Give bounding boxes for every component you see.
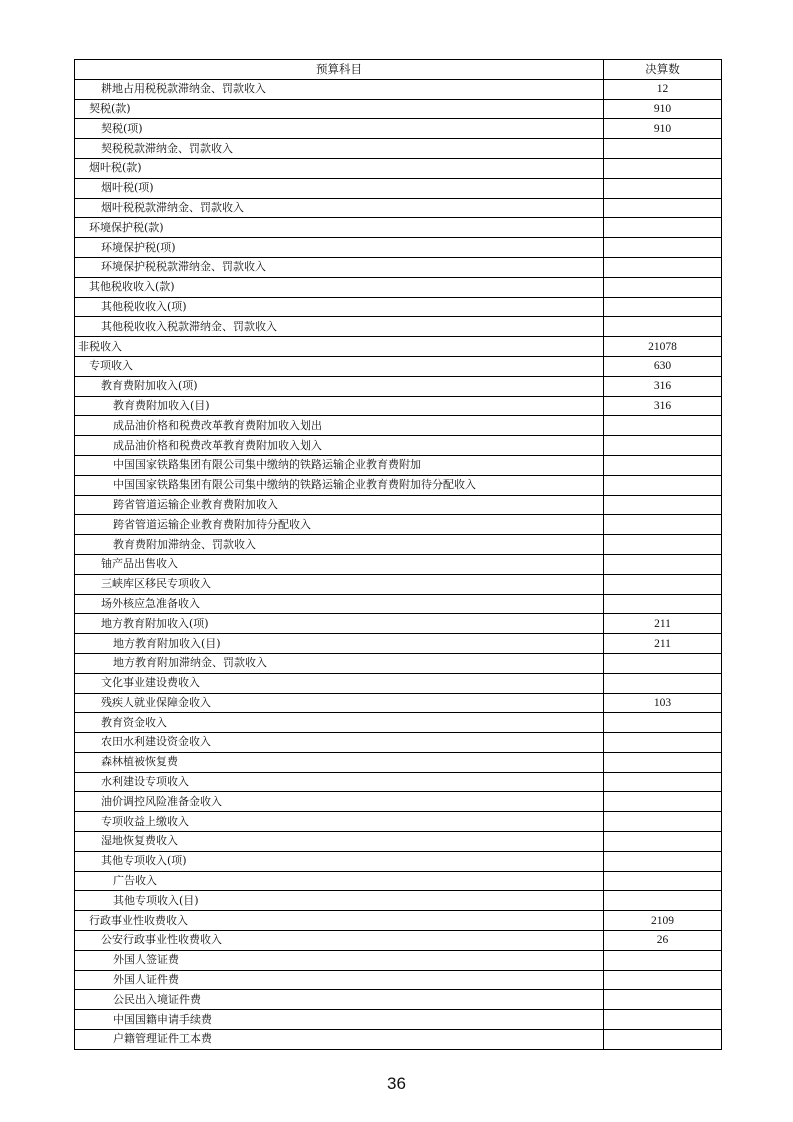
budget-item-name: 湿地恢复费收入 (75, 832, 604, 852)
table-row (75, 119, 722, 139)
budget-item-name: 跨省管道运输企业教育费附加收入 (75, 495, 604, 515)
table-row (75, 614, 722, 634)
table-body (75, 79, 722, 1049)
final-amount-value (604, 871, 722, 891)
table-row (75, 1010, 722, 1030)
budget-table (74, 59, 722, 1050)
table-row (75, 436, 722, 456)
final-amount-value (604, 455, 722, 475)
final-amount-value (604, 1010, 722, 1030)
budget-item-name: 其他专项收入(目) (75, 891, 604, 911)
budget-item-name: 中国国家铁路集团有限公司集中缴纳的铁路运输企业教育费附加 (75, 455, 604, 475)
budget-item-name: 其他税收收入税款滞纳金、罚款收入 (75, 317, 604, 337)
budget-item-name: 水利建设专项收入 (75, 772, 604, 792)
table-row (75, 574, 722, 594)
budget-item-name: 耕地占用税税款滞纳金、罚款收入 (75, 79, 604, 99)
budget-item-name: 跨省管道运输企业教育费附加待分配收入 (75, 515, 604, 535)
budget-item-name: 其他税收收入(款) (75, 277, 604, 297)
final-amount-value (604, 277, 722, 297)
budget-item-name: 公安行政事业性收费收入 (75, 931, 604, 951)
final-amount-value (604, 792, 722, 812)
budget-item-name: 成品油价格和税费改革教育费附加收入划入 (75, 436, 604, 456)
budget-item-name: 铀产品出售收入 (75, 554, 604, 574)
table-row (75, 931, 722, 951)
table-row (75, 812, 722, 832)
budget-item-name: 环境保护税税款滞纳金、罚款收入 (75, 257, 604, 277)
budget-item-name: 契税(项) (75, 119, 604, 139)
final-amount-value: 910 (604, 99, 722, 119)
budget-item-name: 广告收入 (75, 871, 604, 891)
budget-item-name: 地方教育附加收入(项) (75, 614, 604, 634)
budget-item-name: 非税收入 (75, 337, 604, 357)
table-row (75, 376, 722, 396)
final-amount-value (604, 733, 722, 753)
table-row (75, 139, 722, 159)
budget-item-name: 成品油价格和税费改革教育费附加收入划出 (75, 416, 604, 436)
final-amount-value (604, 990, 722, 1010)
final-amount-value (604, 495, 722, 515)
table-row (75, 752, 722, 772)
final-amount-value (604, 475, 722, 495)
table-row (75, 277, 722, 297)
budget-item-name: 农田水利建设资金收入 (75, 733, 604, 753)
table-row (75, 178, 722, 198)
final-amount-value (604, 416, 722, 436)
table-row (75, 535, 722, 555)
table-row (75, 396, 722, 416)
table-row (75, 832, 722, 852)
final-amount-value (604, 574, 722, 594)
final-amount-value: 630 (604, 356, 722, 376)
budget-item-name: 专项收入 (75, 356, 604, 376)
final-amount-value (604, 1030, 722, 1050)
page-number: 36 (387, 1074, 406, 1093)
budget-item-name: 教育费附加滞纳金、罚款收入 (75, 535, 604, 555)
final-amount-value (604, 594, 722, 614)
final-amount-value: 12 (604, 79, 722, 99)
budget-item-name: 环境保护税(项) (75, 238, 604, 258)
budget-item-name: 森林植被恢复费 (75, 752, 604, 772)
final-amount-value (604, 713, 722, 733)
budget-item-name: 地方教育附加收入(目) (75, 634, 604, 654)
budget-item-name: 环境保护税(款) (75, 218, 604, 238)
final-amount-value: 316 (604, 376, 722, 396)
table-row (75, 99, 722, 119)
table-row (75, 871, 722, 891)
budget-item-name: 场外核应急准备收入 (75, 594, 604, 614)
budget-item-name: 教育资金收入 (75, 713, 604, 733)
final-amount-value (604, 178, 722, 198)
final-amount-value (604, 950, 722, 970)
table-row (75, 792, 722, 812)
final-amount-value (604, 139, 722, 159)
final-amount-value (604, 554, 722, 574)
table-row (75, 455, 722, 475)
table-row (75, 1030, 722, 1050)
table-row (75, 337, 722, 357)
final-amount-value (604, 851, 722, 871)
table-row (75, 79, 722, 99)
final-amount-value (604, 436, 722, 456)
final-amount-value (604, 673, 722, 693)
budget-item-name: 残疾人就业保障金收入 (75, 693, 604, 713)
table-row (75, 653, 722, 673)
final-amount-value: 316 (604, 396, 722, 416)
final-amount-value (604, 317, 722, 337)
table-row (75, 356, 722, 376)
table-row (75, 495, 722, 515)
budget-item-name: 中国国籍申请手续费 (75, 1010, 604, 1030)
budget-item-name: 烟叶税税款滞纳金、罚款收入 (75, 198, 604, 218)
budget-item-name: 行政事业性收费收入 (75, 911, 604, 931)
final-amount-value (604, 891, 722, 911)
final-amount-value: 103 (604, 693, 722, 713)
table-row (75, 851, 722, 871)
budget-item-name: 契税(款) (75, 99, 604, 119)
table-row (75, 693, 722, 713)
final-amount-value: 2109 (604, 911, 722, 931)
final-amount-value (604, 535, 722, 555)
final-amount-value (604, 752, 722, 772)
final-amount-value (604, 772, 722, 792)
table-row (75, 634, 722, 654)
final-amount-value (604, 515, 722, 535)
budget-item-name: 外国人签证费 (75, 950, 604, 970)
table-header-row (75, 60, 722, 80)
table-row (75, 891, 722, 911)
budget-item-name: 教育费附加收入(项) (75, 376, 604, 396)
final-amount-value (604, 653, 722, 673)
table-row (75, 515, 722, 535)
table-row (75, 475, 722, 495)
table-row (75, 317, 722, 337)
table-row (75, 158, 722, 178)
budget-item-name: 地方教育附加滞纳金、罚款收入 (75, 653, 604, 673)
table-row (75, 733, 722, 753)
final-amount-value: 910 (604, 119, 722, 139)
table-row (75, 198, 722, 218)
final-amount-value (604, 970, 722, 990)
final-amount-value (604, 812, 722, 832)
budget-item-name: 外国人证件费 (75, 970, 604, 990)
final-amount-value: 211 (604, 614, 722, 634)
budget-item-name: 其他专项收入(项) (75, 851, 604, 871)
table-row (75, 713, 722, 733)
table-row (75, 950, 722, 970)
budget-item-name: 公民出入境证件费 (75, 990, 604, 1010)
budget-item-name: 油价调控风险准备金收入 (75, 792, 604, 812)
table-row (75, 990, 722, 1010)
table-row (75, 594, 722, 614)
table-row (75, 238, 722, 258)
table-row (75, 772, 722, 792)
table-row (75, 970, 722, 990)
table-row (75, 218, 722, 238)
budget-item-name: 教育费附加收入(目) (75, 396, 604, 416)
budget-item-name: 烟叶税(款) (75, 158, 604, 178)
final-amount-value (604, 297, 722, 317)
final-amount-value: 26 (604, 931, 722, 951)
table-row (75, 673, 722, 693)
table-row (75, 554, 722, 574)
header-budget-item: 预算科目 (75, 60, 604, 80)
budget-item-name: 户籍管理证件工本费 (75, 1030, 604, 1050)
budget-item-name: 三峡库区移民专项收入 (75, 574, 604, 594)
header-final-amount: 决算数 (604, 60, 722, 80)
budget-item-name: 契税税款滞纳金、罚款收入 (75, 139, 604, 159)
table-row (75, 911, 722, 931)
budget-item-name: 其他税收收入(项) (75, 297, 604, 317)
final-amount-value (604, 238, 722, 258)
final-amount-value (604, 198, 722, 218)
table-row (75, 257, 722, 277)
budget-item-name: 文化事业建设费收入 (75, 673, 604, 693)
table-row (75, 416, 722, 436)
budget-item-name: 中国国家铁路集团有限公司集中缴纳的铁路运输企业教育费附加待分配收入 (75, 475, 604, 495)
final-amount-value (604, 218, 722, 238)
budget-item-name: 专项收益上缴收入 (75, 812, 604, 832)
table-row (75, 297, 722, 317)
final-amount-value (604, 158, 722, 178)
budget-item-name: 烟叶税(项) (75, 178, 604, 198)
final-amount-value (604, 832, 722, 852)
final-amount-value: 21078 (604, 337, 722, 357)
final-amount-value: 211 (604, 634, 722, 654)
final-amount-value (604, 257, 722, 277)
